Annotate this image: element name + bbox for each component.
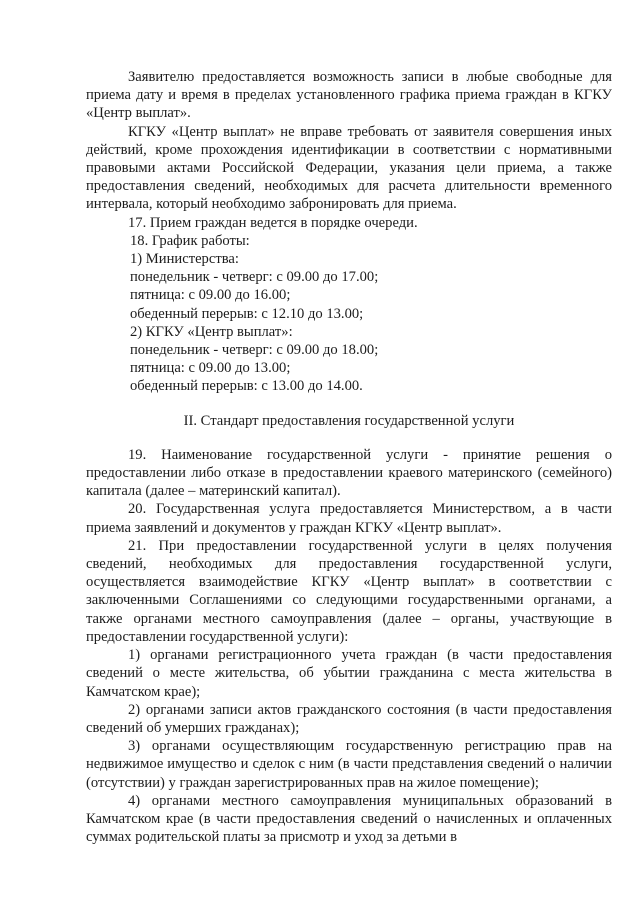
schedule-center-fri: пятница: с 09.00 до 13.00; bbox=[130, 360, 291, 377]
paragraph-center-restrictions: КГКУ «Центр выплат» не вправе требовать от заявителя совершения иных действий, кроме прохождения идентификации в соответствии с нормативными правовыми актами Российской Федерации, указания цели приема, а также предоставления сведений, необходимых для расчета длительности временного интервала, который необходимо забронировать для приема. bbox=[86, 123, 612, 213]
paragraph-17-queue: 17. Прием граждан ведется в порядке очереди. bbox=[128, 214, 418, 231]
schedule-ministry-label: 1) Министерства: bbox=[130, 251, 239, 268]
schedule-ministry-fri: пятница: с 09.00 до 16.00; bbox=[130, 287, 291, 304]
paragraph-21-item-3: 3) органами осуществляющим государственную регистрацию прав на недвижимое имущество и сделок с ним (в части представления сведений о наличии (отсутствии) у граждан зарегистрированных прав на жилое помещение); bbox=[86, 738, 612, 791]
paragraph-21-item-1: 1) органами регистрационного учета граждан (в части предоставления сведений о месте жительства, об убытии гражданина с места жительства в Камчатском крае); bbox=[86, 647, 612, 700]
section-heading: II. Стандарт предоставления государственной услуги bbox=[183, 412, 515, 429]
schedule-center-lunch: обеденный перерыв: с 13.00 до 14.00. bbox=[130, 378, 363, 395]
paragraph-21-item-2: 2) органами записи актов гражданского состояния (в части предоставления сведений об умерших гражданах); bbox=[86, 701, 612, 736]
schedule-title: 18. График работы: bbox=[130, 232, 250, 249]
document-body bbox=[86, 68, 612, 846]
paragraph-19-service-name: 19. Наименование государственной услуги - принятие решения о предоставлении либо отказе в предоставлении краевого материнского (семейного) капитала (далее – материнский капитал). bbox=[86, 446, 612, 500]
paragraph-appointment-booking: Заявителю предоставляется возможность записи в любые свободные для приема дату и время в пределах установленного графика приема граждан в КГКУ «Центр выплат». bbox=[86, 69, 612, 122]
schedule-center-label: 2) КГКУ «Центр выплат»: bbox=[130, 323, 293, 340]
schedule-center-mon-thu: понедельник - четверг: с 09.00 до 18.00; bbox=[130, 342, 379, 359]
paragraph-20-provider: 20. Государственная услуга предоставляется Министерством, а в части приема заявлений и документов у граждан КГКУ «Центр выплат». bbox=[86, 501, 612, 536]
paragraph-21-interaction: 21. При предоставлении государственной услуги в целях получения сведений, необходимых для предоставления государственной услуги, осуществляется взаимодействие КГКУ «Центр выплат» в соответствии с заключенными Соглашениями со следующими государственными органами, а также органами местного самоуправления (далее – органы, участвующие в предоставлении государственной услуги): bbox=[86, 537, 612, 645]
schedule-ministry-mon-thu: понедельник - четверг: с 09.00 до 17.00; bbox=[130, 269, 379, 286]
schedule-ministry-lunch: обеденный перерыв: с 12.10 до 13.00; bbox=[130, 305, 364, 322]
paragraph-21-item-4: 4) органами местного самоуправления муниципальных образований в Камчатском крае (в части предоставления сведений о начисленных и оплаченных суммах родительской платы за присмотр и уход за детьми в bbox=[86, 792, 612, 846]
work-schedule bbox=[86, 232, 612, 396]
